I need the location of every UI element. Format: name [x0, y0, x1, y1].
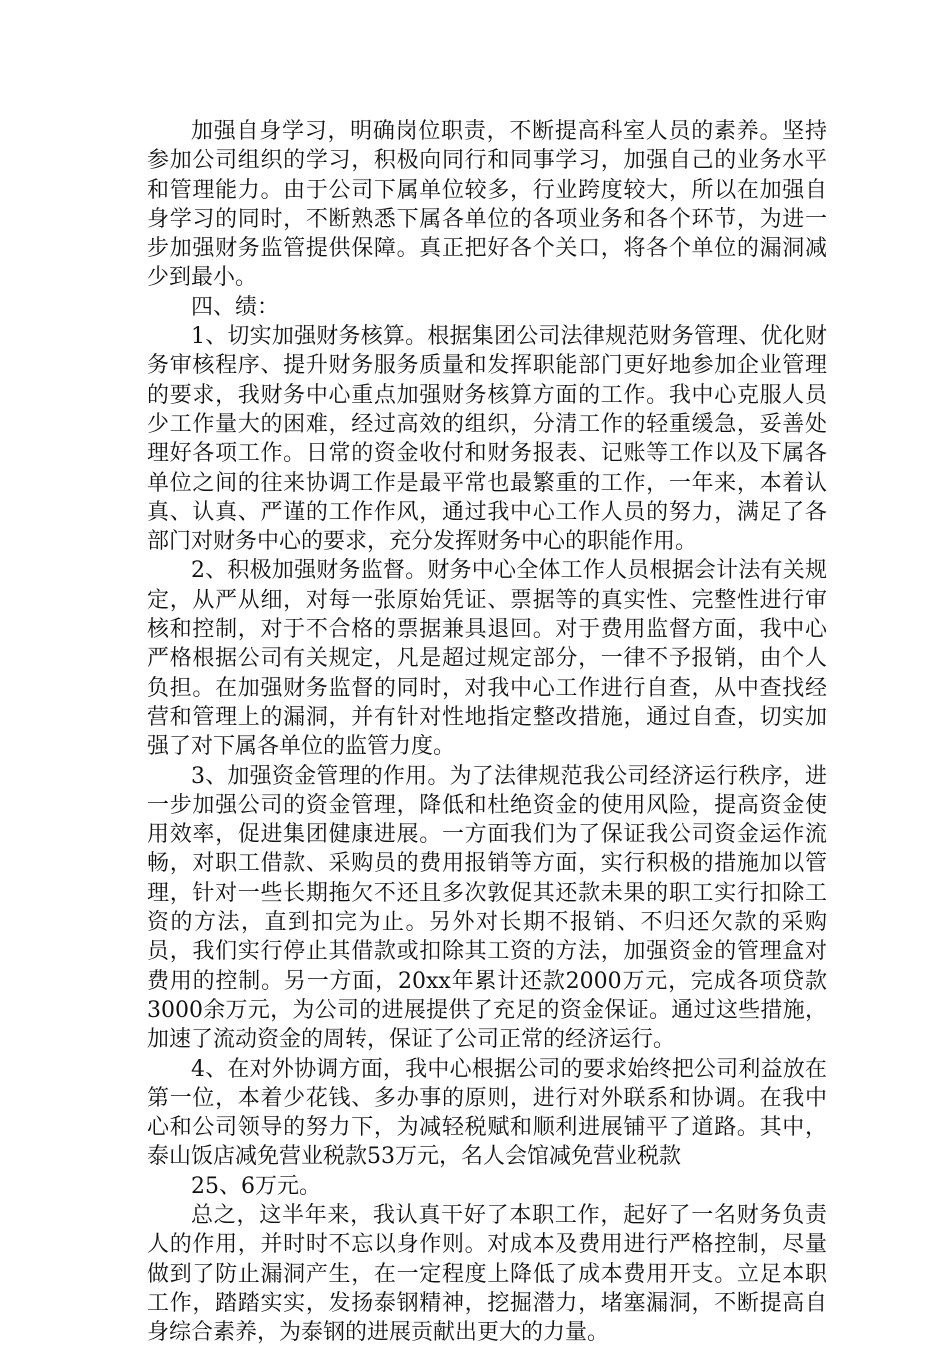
paragraph-tax-amount: 25、6万元。 — [191, 1173, 321, 1199]
paragraph-fund-management: 3、加强资金管理的作用。为了法律规范我公司经济运行秩序，进一步加强公司的资金管理，降低和杜绝资金的使用风险，提高资金使用效率，促进集团健康进展。一方面我们为了保证我公司资金运作流畅，对职工借款、采购员的费用报销等方面，实行积极的措施加以管理，针对一些长期拖欠不还且多次敦促其还款未果的职工实行扣除工资的方法，直到扣完为止。另外对长期不报销、不归还欠款的采购员，我们实行停止其借款或扣除其工资的方法，加强资金的管理盒对费用的控制。另一方面，20xx年累计还款2000万元，完成各项贷款3000余万元，为公司的进展提供了充足的资金保证。通过这些措施，加速了流动资金的周转，保证了公司正常的经济运行。 — [147, 763, 827, 1053]
paragraph-summary: 总之，这半年来，我认真干好了本职工作，起好了一名财务负责人的作用，并时时不忘以身作则。对成本及费用进行严格控制，尽量做到了防止漏洞产生，在一定程度上降低了成本费用开支。立足本职工作，踏踏实实，发扬泰钢精神，挖掘潜力，堵塞漏洞，不断提高自身综合素养，为泰钢的进展贡献出更大的力量。 — [147, 1202, 827, 1346]
paragraph-external-coordination: 4、在对外协调方面，我中心根据公司的要求始终把公司利益放在第一位，本着少花钱、多办事的原则，进行对外联系和协调。在我中心和公司领导的努力下，为减轻税赋和顺利进展铺平了道路。其中，泰山饭店减免营业税款53万元，名人会馆减免营业税款 — [147, 1056, 827, 1170]
paragraph-supervision: 2、积极加强财务监督。财务中心全体工作人员根据会计法有关规定，从严从细，对每一张原始凭证、票据等的真实性、完整性进行审核和控制，对于不合格的票据兼具退回。对于费用监督方面，我中心严格根据公司有关规定，凡是超过规定部分，一律不予报销，由个人负担。在加强财务监督的同时，对我中心工作进行自查，从中查找经营和管理上的漏洞，并有针对性地指定整改措施，通过自查，切实加强了对下属各单位的监管力度。 — [147, 558, 827, 760]
paragraph-self-study: 加强自身学习，明确岗位职责，不断提高科室人员的素养。坚持参加公司组织的学习，积极向同行和同事学习，加强自己的业务水平和管理能力。由于公司下属单位较多，行业跨度较大，所以在加强自身学习的同时，不断熟悉下属各单位的各项业务和各个环节，为进一步加强财务监管提供保障。真正把好各个关口，将各个单位的漏洞减少到最小。 — [147, 119, 827, 291]
document-body — [147, 117, 827, 1347]
paragraph-accounting: 1、切实加强财务核算。根据集团公司法律规范财务管理、优化财务审核程序、提升财务服务质量和发挥职能部门更好地参加企业管理的要求，我财务中心重点加强财务核算方面的工作。我中心克服人员少工作量大的困难，经过高效的组织，分清工作的轻重缓急，妥善处理好各项工作。日常的资金收付和财务报表、记账等工作以及下属各单位之间的往来协调工作是最平常也最繁重的工作，一年来，本着认真、认真、严谨的工作作风，通过我中心工作人员的努力，满足了各部门对财务中心的要求，充分发挥财务中心的职能作用。 — [147, 324, 827, 555]
section-heading-achievements: 四、绩： — [191, 294, 280, 320]
